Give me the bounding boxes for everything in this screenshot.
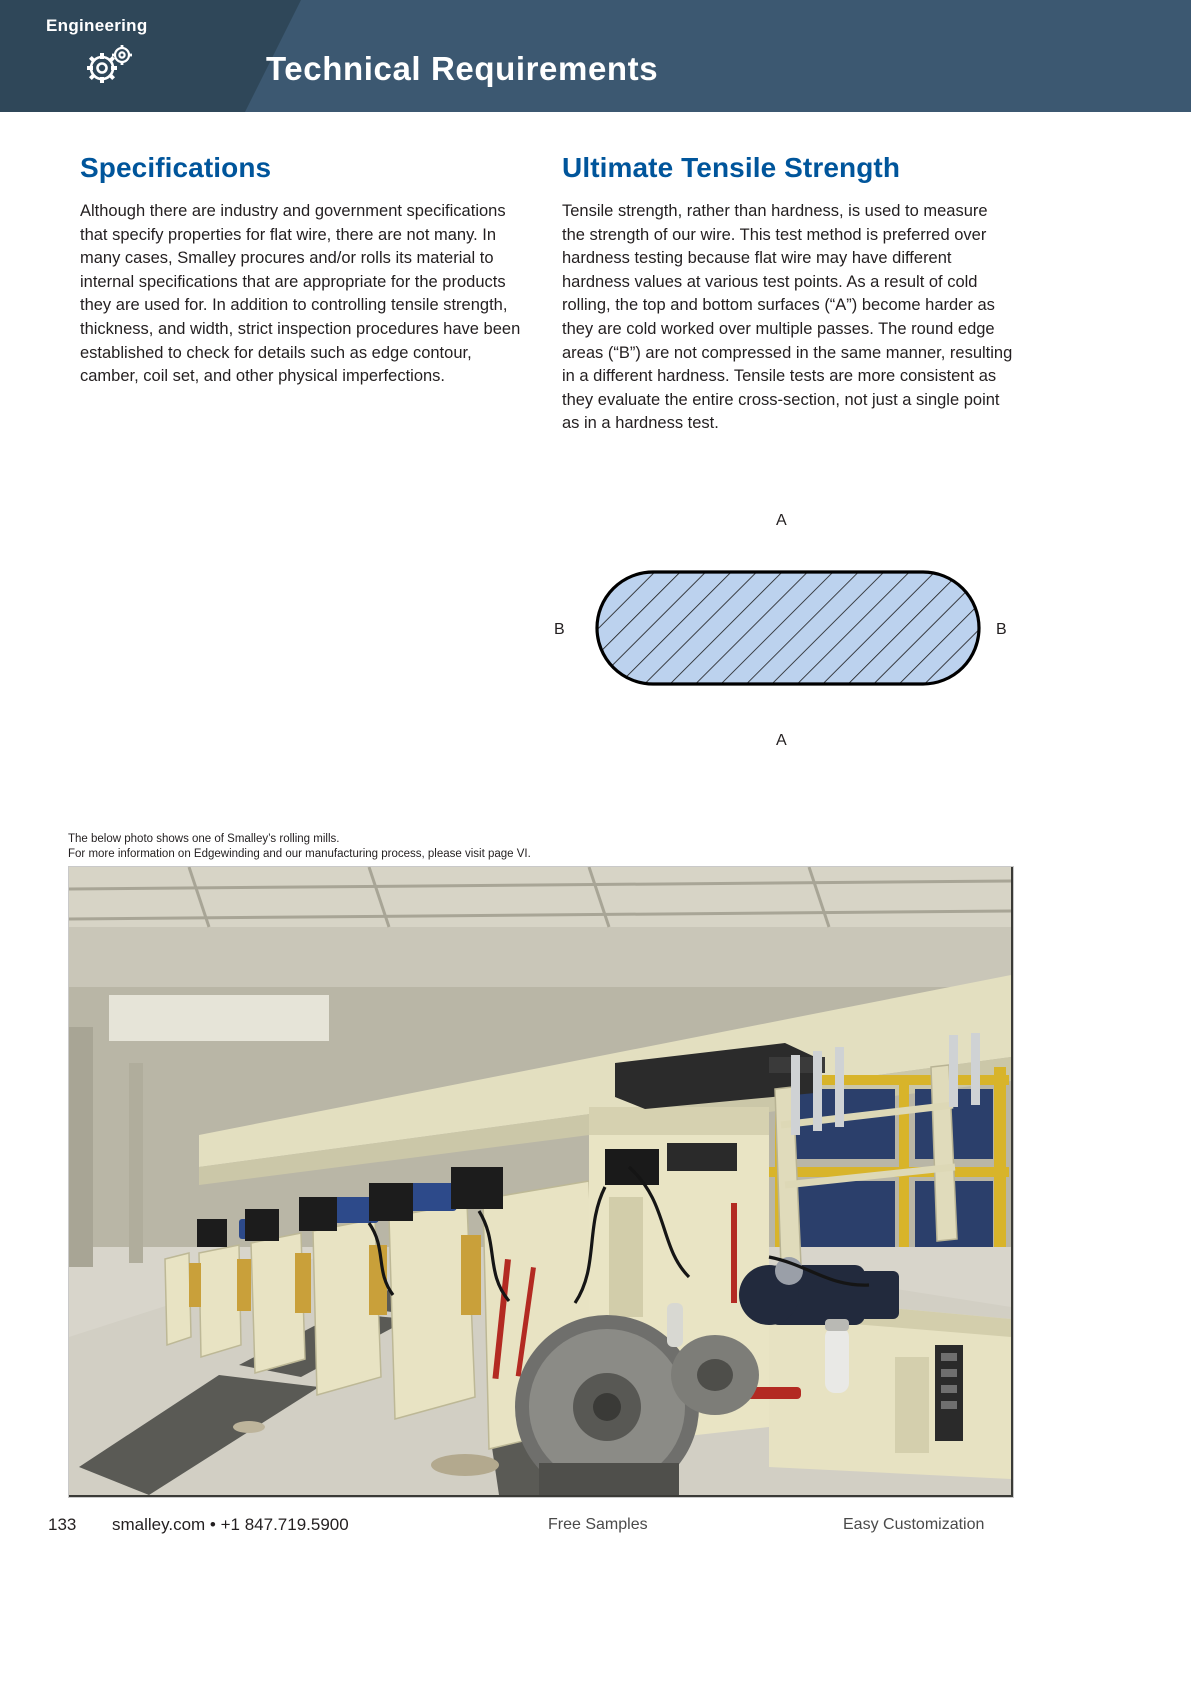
header-section-label: Engineering [46, 16, 148, 35]
specifications-heading: Specifications [80, 152, 272, 183]
cross-section-svg [548, 500, 1028, 770]
diagram-label-a-top: A [776, 512, 787, 529]
photo-caption-line-2: For more information on Edgewinding and our manufacturing process, please visit page VI. [68, 848, 531, 860]
page-footer [0, 1505, 1191, 1565]
rolling-mill-illustration [69, 867, 1011, 1495]
photo-caption-line-1: The below photo shows one of Smalley’s rolling mills. [68, 833, 340, 845]
page-title: Technical Requirements [266, 50, 659, 87]
specifications-column [80, 152, 532, 389]
tensile-strength-heading: Ultimate Tensile Strength [562, 152, 901, 183]
diagram-label-a-bottom: A [776, 732, 787, 749]
tensile-strength-body: Tensile strength, rather than hardness, is used to measure the strength of our wire. This test method is preferred over hardness testing because flat wire may have different hardness values at various test points. As a result of cold rolling, the top and bottom surfaces (“A”) become harder as they are cold worked over multiple passes. The round edge areas (“B”) are not compressed in the same manner, resulting in a different hardness. Tensile tests are more consistent as they evaluate the entire cross-section, not just a single point as in a hardness test. [562, 202, 1013, 433]
diagram-label-b-right: B [996, 621, 1007, 638]
rolling-mill-photo [68, 866, 1014, 1498]
footer-easy-customization: Easy Customization [843, 1516, 985, 1533]
diagram-label-b-left: B [554, 621, 565, 638]
page-header [0, 0, 1191, 112]
footer-page-number: 133 [48, 1515, 77, 1534]
photo-caption [68, 832, 768, 862]
gears-icon [80, 42, 140, 88]
footer-free-samples: Free Samples [548, 1516, 648, 1533]
flat-wire-cross-section-diagram [548, 500, 1028, 770]
footer-contact: smalley.com • +1 847.719.5900 [112, 1515, 349, 1534]
specifications-body: Although there are industry and government specifications that specify properties for flat wire, there are not many. In many cases, Smalley procures and/or rolls its material to internal specifications that are appropriate for the products they are used for. In addition to controlling tensile strength, thickness, and width, strict inspection procedures have been established to check for details such as edge contour, camber, coil set, and other physical imperfections. [80, 202, 521, 386]
tensile-strength-column [562, 152, 1014, 436]
